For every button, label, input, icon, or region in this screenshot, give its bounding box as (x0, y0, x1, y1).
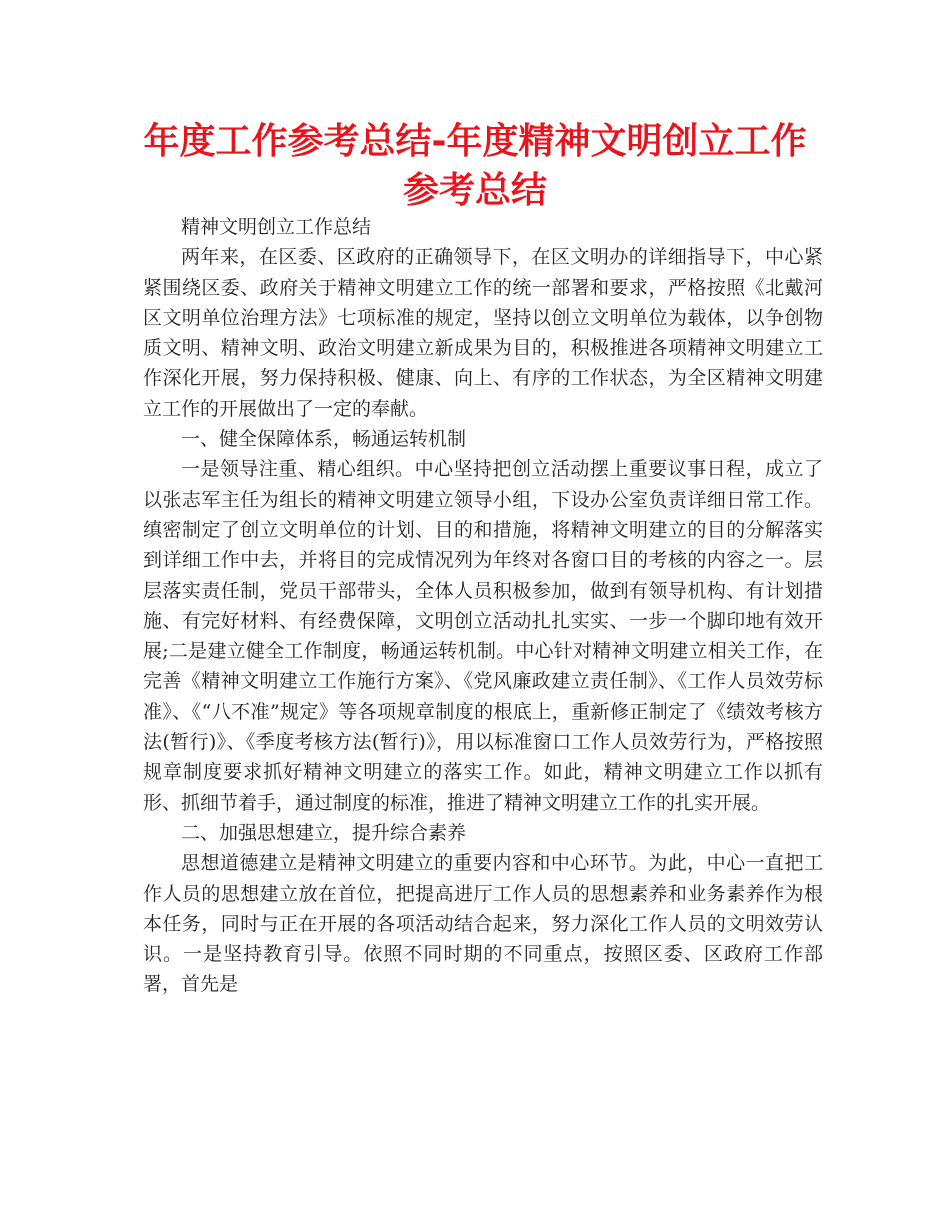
paragraph: 思想道德建立是精神文明建立的重要内容和中心环节。为此，中心一直把工作人员的思想建立放在首位，把提高进厅工作人员的思想素养和业务素养作为根本任务，同时与正在开展的各项活动结合起来，努力深化工作人员的文明效劳认识。一是坚持教育引导。依照不同时期的不同重点，按照区委、区政府工作部署，首先是 (143, 852, 823, 996)
paragraph: 一是领导注重、精心组织。中心坚持把创立活动摆上重要议事日程，成立了以张志军主任为组长的精神文明建立领导小组，下设办公室负责详细日常工作。缜密制定了创立文明单位的计划、目的和措施，将精神文明建立的目的分解落实到详细工作中去，并将目的完成情况列为年终对各窗口目的考核的内容之一。层层落实责任制，党员干部带头，全体人员积极参加，做到有领导机构、有计划措施、有完好材料、有经费保障，文明创立活动扎扎实实、一步一个脚印地有效开展;二是建立健全工作制度，畅通运转机制。中心针对精神文明建立相关工作，在完善《精神文明建立工作施行方案》、《党风廉政建立责任制》、《工作人员效劳标准》、《“八不准”规定》等各项规章制度的根底上，重新修正制定了《绩效考核方法(暂行)》、《季度考核方法(暂行)》，用以标准窗口工作人员效劳行为，严格按照规章制度要求抓好精神文明建立的落实工作。如此，精神文明建立工作以抓有形、抓细节着手，通过制度的标准，推进了精神文明建立工作的扎实开展。 (143, 458, 823, 814)
paragraph-subtitle: 精神文明创立工作总结 (181, 216, 372, 238)
section-heading: 二、加强思想建立，提升综合素养 (181, 821, 467, 844)
document-title: 年度工作参考总结-年度精神文明创立工作参考总结 (143, 121, 807, 211)
document-body (143, 212, 823, 1000)
paragraph: 两年来，在区委、区政府的正确领导下，在区文明办的详细指导下，中心紧紧围绕区委、政府关于精神文明建立工作的统一部署和要求，严格按照《北戴河区文明单位治理方法》七项标准的规定，坚持以创立文明单位为载体，以争创物质文明、精神文明、政治文明建立新成果为目的，积极推进各项精神文明建立工作深化开展，努力保持积极、健康、向上、有序的工作状态，为全区精神文明建立工作的开展做出了一定的奉献。 (143, 246, 823, 420)
section-heading: 一、健全保障体系，畅通运转机制 (181, 428, 467, 451)
